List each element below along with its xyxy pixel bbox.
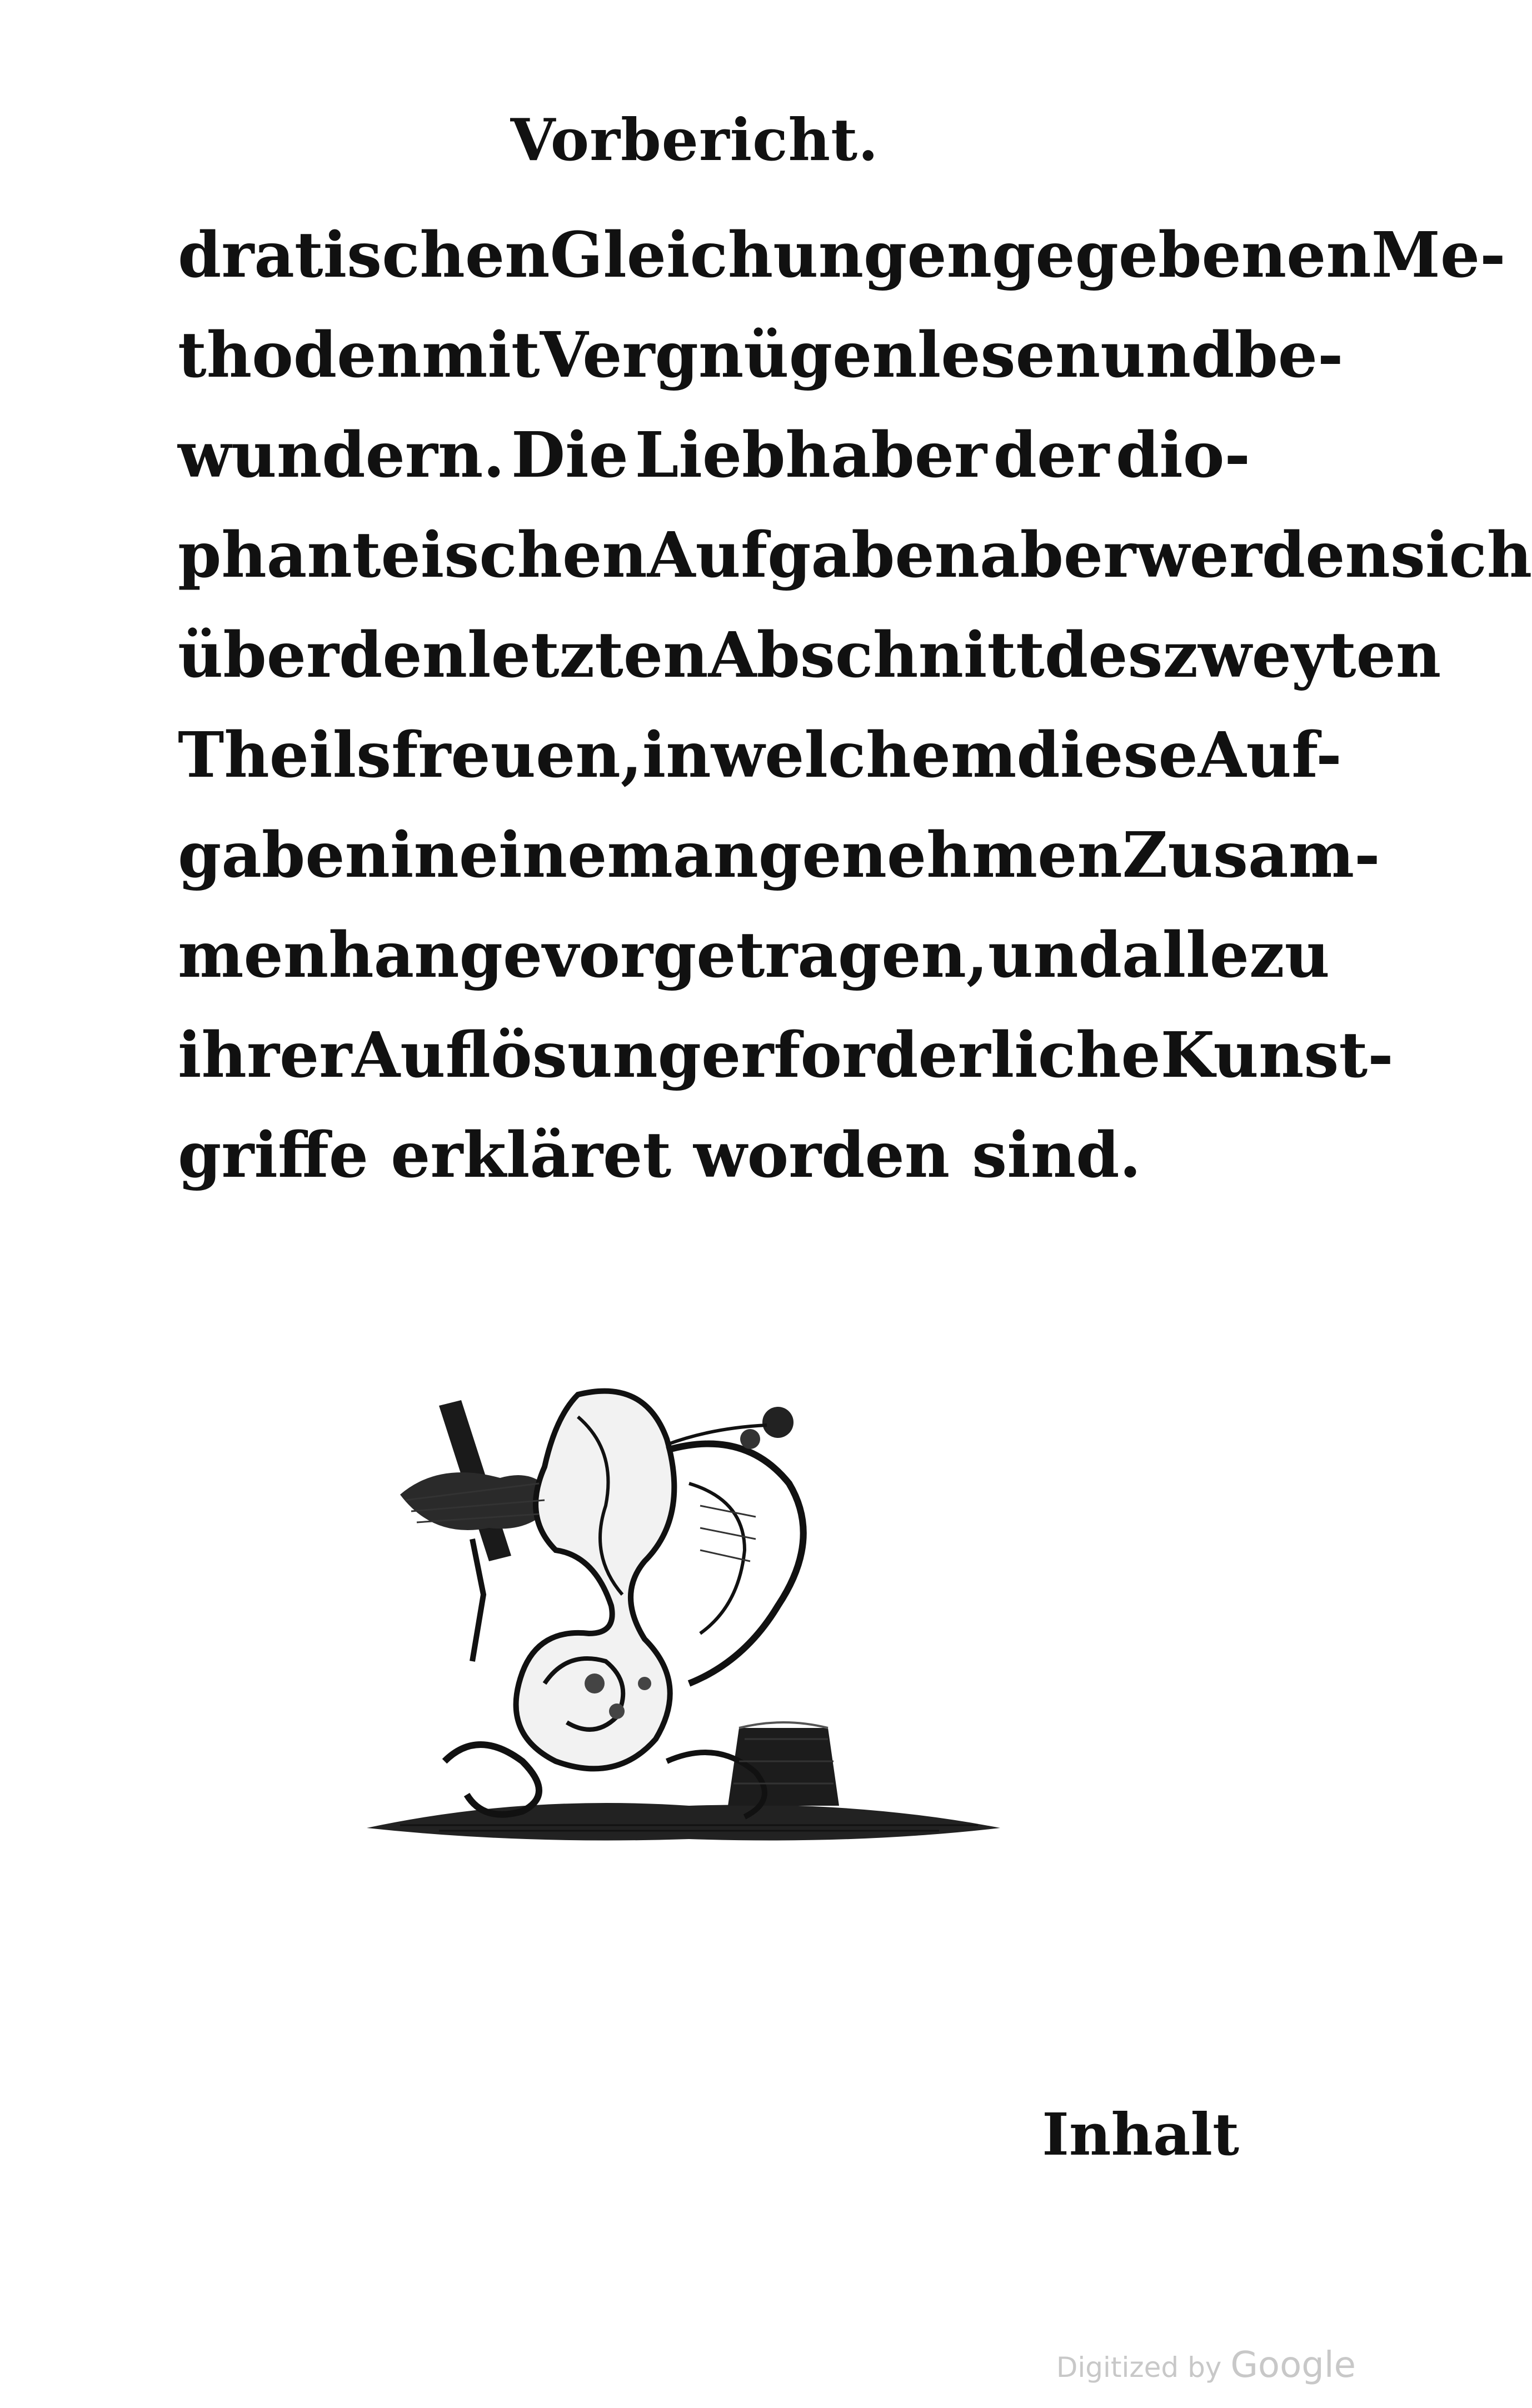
text-line (178, 406, 1250, 506)
word: aber (980, 519, 1136, 592)
watermark-brand: Google (1230, 2345, 1356, 2386)
word: menhange (178, 919, 543, 992)
word: erkläret (391, 1119, 672, 1192)
word: dio- (1115, 419, 1250, 492)
text-line (178, 806, 1380, 906)
word: Vergnügen (540, 319, 917, 392)
word: mit (421, 319, 540, 392)
word: dratischen (178, 219, 550, 292)
word: Theils (178, 719, 392, 792)
word: phanteischen (178, 519, 647, 592)
word: thoden (178, 319, 422, 392)
word: über (178, 619, 340, 692)
word: des (1044, 619, 1163, 692)
word: einem (458, 819, 673, 892)
word: der (993, 419, 1110, 492)
word: sich (1390, 519, 1532, 592)
text-line (178, 306, 1344, 406)
text-line (178, 706, 1342, 806)
word: angenehmen (672, 819, 1122, 892)
word: und (987, 919, 1122, 992)
watermark-prefix: Digitized by (1056, 2351, 1222, 2384)
word: Liebhaber (635, 419, 987, 492)
text-line (178, 606, 1441, 706)
digitization-watermark (1056, 2345, 1356, 2386)
word: zu (1249, 919, 1330, 992)
word: ihrer (178, 1019, 352, 1092)
text-line (178, 506, 1532, 606)
word: gaben (178, 819, 390, 892)
word: be- (1234, 319, 1344, 392)
word: den (339, 619, 468, 692)
word: Gleichungen (550, 219, 992, 292)
word: Abschnitt (708, 619, 1045, 692)
word: und (1100, 319, 1235, 392)
word: in (642, 719, 711, 792)
word: sind. (972, 1119, 1141, 1192)
word: zweyten (1162, 619, 1441, 692)
word: letzten (467, 619, 708, 692)
word: alle (1122, 919, 1249, 992)
word: freuen, (391, 719, 642, 792)
text-line (178, 206, 1506, 306)
word: Aufgaben (647, 519, 980, 592)
word: diese (1016, 719, 1198, 792)
word: Me- (1371, 219, 1506, 292)
word: welchem (711, 719, 1017, 792)
text-line (178, 1006, 1394, 1106)
word: Die (511, 419, 628, 492)
running-head: Vorbericht. (510, 106, 879, 174)
word: Auf- (1197, 719, 1342, 792)
word: griffe (178, 1119, 369, 1192)
word: Kunst- (1160, 1019, 1394, 1092)
word: Zusam- (1122, 819, 1380, 892)
word: worden (693, 1119, 950, 1192)
word: vorgetragen, (542, 919, 988, 992)
word: lesen (917, 319, 1101, 392)
text-line (178, 1106, 1250, 1206)
text-line (178, 906, 1330, 1006)
catchword: Inhalt (1042, 2100, 1239, 2169)
word: werden (1136, 519, 1390, 592)
word: in (390, 819, 459, 892)
word: erforderliche (701, 1019, 1161, 1092)
word: wundern. (178, 419, 505, 492)
rococo-ornament-image (356, 1372, 1011, 1884)
body-text (178, 206, 1532, 1206)
word: Auflösung (352, 1019, 701, 1092)
word: gegebenen (992, 219, 1371, 292)
